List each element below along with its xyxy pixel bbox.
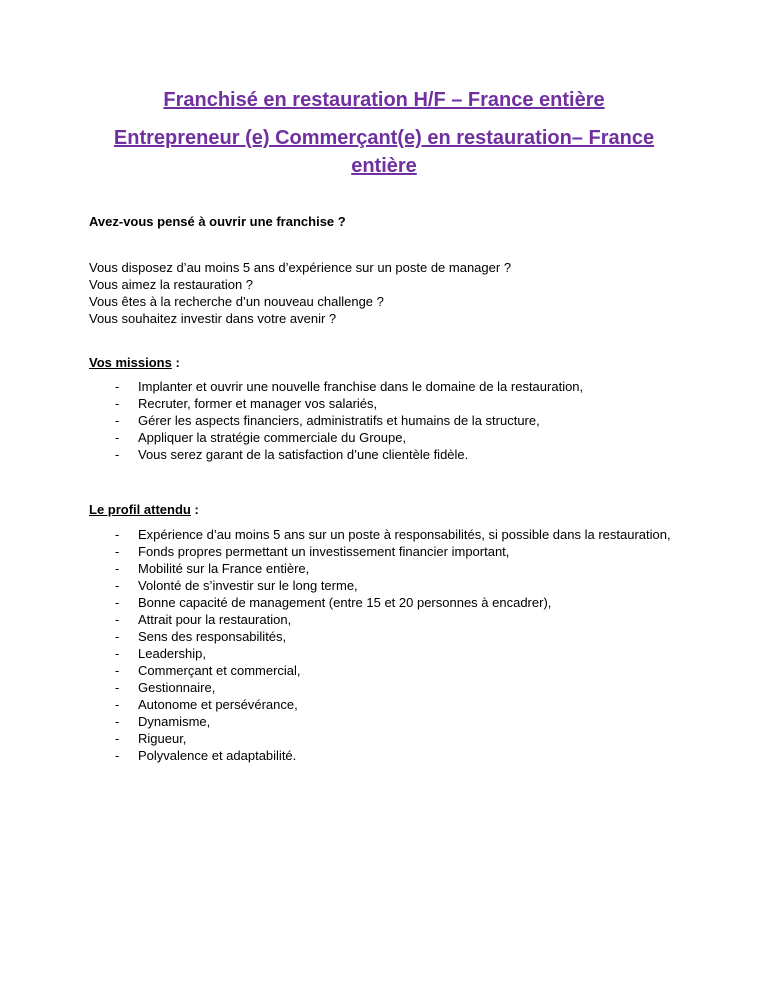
profile-item-text: Gestionnaire, [138, 680, 216, 695]
bullet-dash: - [115, 578, 120, 593]
bullet-dash: - [115, 430, 120, 445]
profile-item-text: Sens des responsabilités, [138, 629, 287, 644]
bullet-dash: - [115, 748, 120, 763]
profile-item-text: Expérience d’au moins 5 ans sur un poste à responsabilités, si possible dans la restauration, [138, 527, 671, 542]
profile-item-text: Autonome et persévérance, [138, 697, 298, 712]
intro-line: Vous souhaitez investir dans votre avenir ? [89, 311, 337, 326]
mission-item-text: Recruter, former et manager vos salariés, [138, 396, 378, 411]
intro-line: Vous disposez d’au moins 5 ans d’expérience sur un poste de manager ? [89, 260, 512, 275]
mission-item-text: Implanter et ouvrir une nouvelle franchise dans le domaine de la restauration, [138, 379, 584, 394]
profile-heading [89, 501, 199, 518]
mission-item-text: Gérer les aspects financiers, administratifs et humains de la structure, [138, 413, 540, 428]
bullet-dash: - [115, 527, 120, 542]
bullet-dash: - [115, 646, 120, 661]
bullet-dash: - [115, 595, 120, 610]
missions-heading-colon: : [171, 355, 180, 370]
bullet-dash: - [115, 396, 120, 411]
profile-item-text: Fonds propres permettant un investissement financier important, [138, 544, 510, 559]
bullet-dash: - [115, 731, 120, 746]
bullet-dash: - [115, 714, 120, 729]
profile-item-text: Commerçant et commercial, [138, 663, 301, 678]
bullet-dash: - [115, 447, 120, 462]
profile-item-text: Mobilité sur la France entière, [138, 561, 310, 576]
bullet-dash: - [115, 663, 120, 678]
profile-item-text: Dynamisme, [138, 714, 211, 729]
mission-item-text: Appliquer la stratégie commerciale du Groupe, [138, 430, 407, 445]
profile-item-text: Bonne capacité de management (entre 15 et 20 personnes à encadrer), [138, 595, 552, 610]
profile-item-text: Volonté de s’investir sur le long terme, [138, 578, 358, 593]
franchise-question: Avez-vous pensé à ouvrir une franchise ? [89, 214, 346, 229]
intro-line: Vous êtes à la recherche d’un nouveau challenge ? [89, 294, 384, 309]
mission-item-text: Vous serez garant de la satisfaction d’une clientèle fidèle. [138, 447, 469, 462]
document-title: Franchisé en restauration H/F – France entière [163, 89, 605, 111]
profile-item-text: Rigueur, [138, 731, 187, 746]
bullet-dash: - [115, 612, 120, 627]
profile-item-text: Attrait pour la restauration, [138, 612, 292, 627]
intro-line: Vous aimez la restauration ? [89, 277, 254, 292]
profile-heading-label: Le profil attendu [89, 502, 191, 517]
profile-item-text: Polyvalence et adaptabilité. [138, 748, 297, 763]
profile-item-text: Leadership, [138, 646, 206, 661]
document-subtitle: Entrepreneur (e) Commerçant(e) en restauration– France entière [113, 127, 655, 177]
bullet-dash: - [115, 413, 120, 428]
bullet-dash: - [115, 561, 120, 576]
bullet-dash: - [115, 629, 120, 644]
bullet-dash: - [115, 544, 120, 559]
missions-heading [89, 354, 180, 371]
bullet-dash: - [115, 680, 120, 695]
profile-heading-colon: : [190, 502, 199, 517]
missions-heading-label: Vos missions [89, 355, 172, 370]
bullet-dash: - [115, 697, 120, 712]
bullet-dash: - [115, 379, 120, 394]
